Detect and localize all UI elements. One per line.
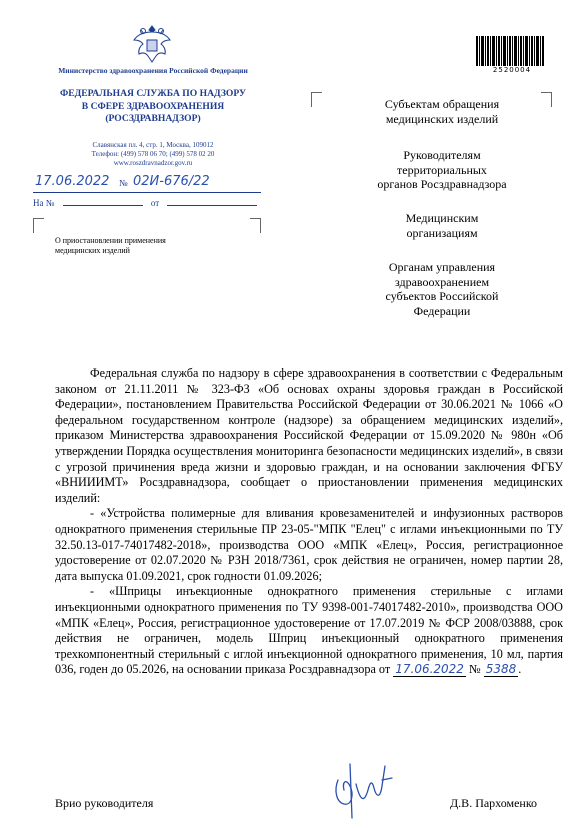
recipient-block bbox=[353, 211, 531, 240]
number-sign: № bbox=[119, 178, 128, 188]
incoming-label: На № bbox=[33, 198, 55, 208]
ministry-name: Министерство здравоохранения Российской Федерации bbox=[58, 66, 248, 75]
handwritten-signature bbox=[330, 760, 400, 820]
recipient-corner-right bbox=[541, 92, 552, 107]
recipient-line: органов Росздравнадзора bbox=[377, 177, 507, 191]
recipient-line: медицинских изделий bbox=[385, 111, 499, 126]
outgoing-reference bbox=[33, 174, 263, 194]
incoming-from-label: от bbox=[150, 198, 160, 208]
agency-line: В СФЕРЕ ЗДРАВООХРАНЕНИЯ bbox=[81, 100, 225, 112]
order-number: 5388 bbox=[485, 662, 517, 677]
subject-line: О приостановлении применения bbox=[55, 236, 166, 245]
coat-of-arms-icon bbox=[130, 22, 174, 64]
recipient-line: Руководителям bbox=[403, 148, 481, 162]
address-line: Телефон: (499) 578 06 70; (499) 578 02 20 bbox=[91, 150, 215, 158]
reference-underline bbox=[33, 192, 261, 193]
barcode-icon bbox=[476, 36, 546, 66]
outgoing-date: 17.06.2022 bbox=[35, 174, 110, 189]
outgoing-number: 02И-676/22 bbox=[133, 174, 210, 189]
body-paragraph-text: - «Шприцы инъекционные однократного применения стерильные с иглами инъекционными однократного применения по ТУ 9398-001-74017482-2010», производства ООО «МПК «Елец», Россия, регистрационное удостоверение от 17.07.2019 № ФСР 2008/03888, срок действия не ограничен, модель Шприц инъекционный однократного применения трехкомпонентный стерильный с иглой инъекционной однократного применения, 10 мл, партия 036, годен до 05.2026, на основании приказа Росздравнадзора от bbox=[55, 584, 563, 677]
recipient-corner-left bbox=[311, 92, 322, 107]
incoming-number-line bbox=[63, 205, 143, 206]
body-paragraph: Федеральная служба по надзору в сфере здравоохранения в соответствии с Федеральным законом от 21.11.2011 № 323-ФЗ «Об основах охраны здоровья граждан в Российской Федерации», постановлением Правительства Российской Федерации от 30.06.2021 № 1066 «О федеральном государственном контроле (надзоре) за обращением медицинских изделий», приказом Министерства здравоохранения Российской Федерации от 15.09.2020 № 980н «Об утверждении Порядка осуществления мониторинга безопасности медицинских изделий», в связи с угрозой причинения вреда жизни и здоровью граждан, и на основании заключения ФГБУ «ВНИИИМТ» Росздравнадзора, сообщает о приостановлении применения медицинских изделий: bbox=[55, 366, 563, 505]
subject-corner-left bbox=[33, 218, 44, 233]
letter-body bbox=[55, 366, 563, 678]
recipient-line: организациям bbox=[406, 225, 478, 240]
subject-line: медицинских изделий bbox=[55, 246, 130, 255]
agency-line: (РОСЗДРАВНАДЗОР) bbox=[105, 113, 201, 124]
incoming-date-line bbox=[167, 205, 257, 206]
signatory-position: Врио руководителя bbox=[55, 796, 154, 810]
agency-line: ФЕДЕРАЛЬНАЯ СЛУЖБА ПО НАДЗОРУ bbox=[59, 88, 247, 99]
signatory-name: Д.В. Пархоменко bbox=[450, 796, 538, 810]
barcode-number: 2520004 bbox=[492, 66, 532, 74]
order-number-sign: № bbox=[469, 662, 481, 677]
address-line: www.roszdravnadzor.gov.ru bbox=[113, 159, 193, 167]
document-subject bbox=[55, 236, 205, 256]
order-date: 17.06.2022 bbox=[395, 662, 464, 677]
recipient-block bbox=[353, 148, 531, 192]
agency-name bbox=[30, 88, 276, 126]
agency-address bbox=[55, 141, 251, 168]
body-end-mark: . bbox=[518, 662, 522, 677]
recipient-line: Медицинским bbox=[405, 211, 479, 225]
recipient-line: здравоохранением bbox=[394, 274, 490, 289]
recipient-line: Органам управления bbox=[388, 260, 496, 274]
body-paragraph bbox=[55, 584, 563, 678]
recipient-line: территориальных bbox=[397, 162, 487, 177]
recipient-line: субъектов Российской bbox=[385, 289, 499, 303]
incoming-reference bbox=[33, 198, 263, 208]
recipient-line: Федерации bbox=[413, 303, 471, 318]
recipient-block bbox=[353, 260, 531, 318]
body-paragraph: - «Устройства полимерные для вливания кровезаменителей и инфузионных растворов однократного применения стерильные ПР 23-05-"МПК "Елец" с иглами инъекционными по ТУ 32.50.13-017-74017482-2018», производства ООО «МПК «Елец», Россия, регистрационное удостоверение от 02.07.2020 № РЗН 2018/7361, срок действия не ограничен, номер партии 28, дата выпуска 01.09.2021, срок годности 01.09.2026; bbox=[55, 506, 563, 583]
address-line: Славянская пл. 4, стр. 1, Москва, 109012 bbox=[92, 141, 214, 149]
recipient-block bbox=[353, 97, 531, 126]
subject-corner-right bbox=[250, 218, 261, 233]
recipient-line: Субъектам обращения bbox=[384, 97, 500, 111]
